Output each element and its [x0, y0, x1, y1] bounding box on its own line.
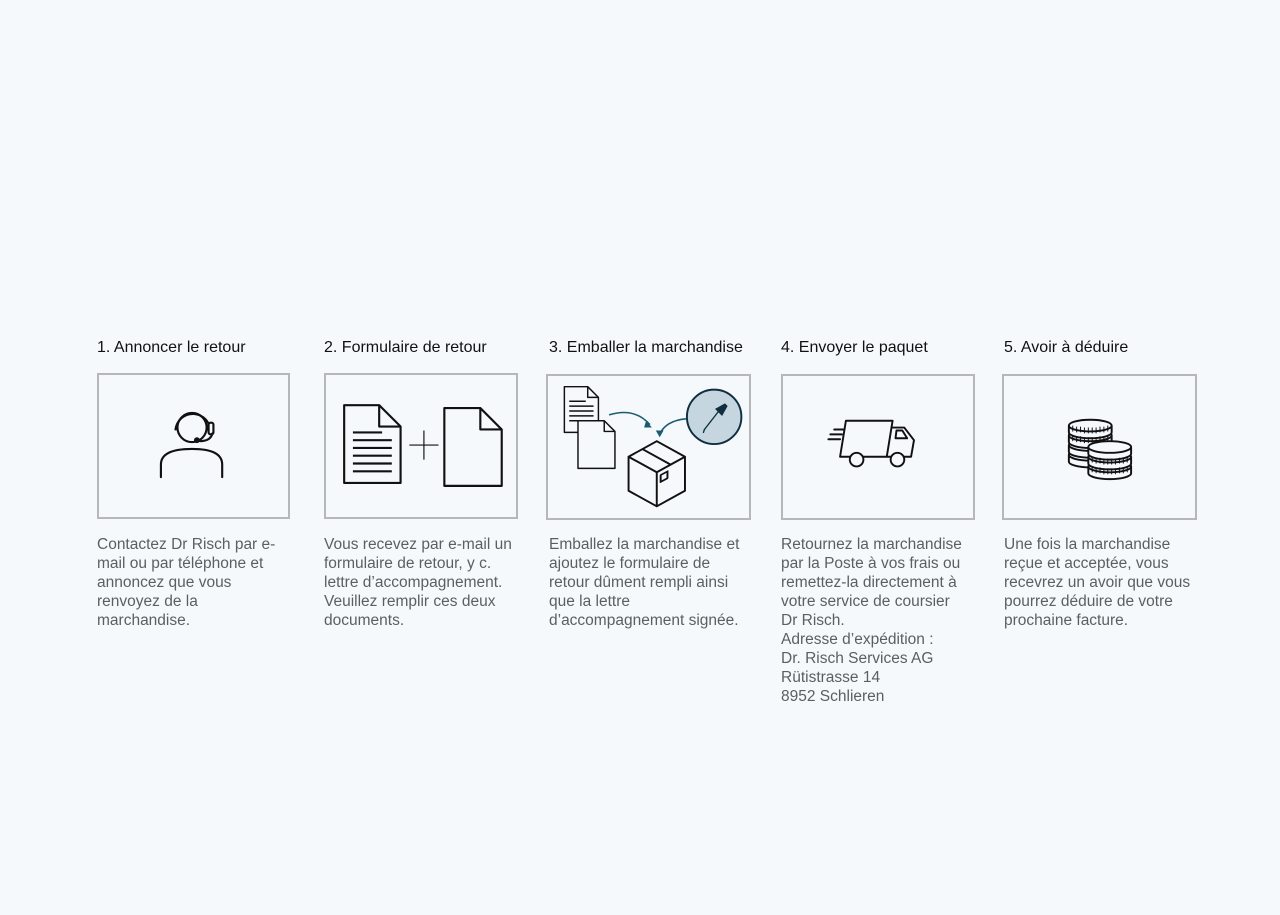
step-icon-box [546, 374, 751, 520]
description-line: Rütistrasse 14 [781, 669, 881, 686]
step-title: 4. Envoyer le paquet [781, 339, 928, 356]
description-line: votre service de coursier [781, 593, 950, 610]
description-line: recevrez un avoir que vous [1004, 574, 1191, 591]
headset-person-icon [99, 375, 288, 517]
description-line: mail ou par téléphone et [97, 555, 264, 572]
description-line: Retournez la marchandise [781, 536, 962, 553]
step-description [781, 535, 971, 706]
description-line: retour dûment rempli ainsi [549, 574, 729, 591]
description-line: Veuillez remplir ces deux [324, 593, 496, 610]
description-line: renvoyez de la [97, 593, 198, 610]
description-line: pourrez déduire de votre [1004, 593, 1173, 610]
coins-icon [1004, 376, 1195, 518]
description-line: Vous recevez par e-mail un [324, 536, 512, 553]
step-title: 1. Annoncer le retour [97, 339, 246, 356]
description-line: d’accompagnement signée. [549, 612, 739, 629]
description-line: marchandise. [97, 612, 191, 629]
step-icon-box [97, 373, 290, 519]
description-line: Dr. Risch Services AG [781, 650, 934, 667]
documents-plus-icon [326, 375, 516, 517]
step-icon-box [1002, 374, 1197, 520]
description-line: 8952 Schlieren [781, 688, 885, 705]
description-line: prochaine facture. [1004, 612, 1129, 629]
pack-box-icon [548, 376, 749, 518]
description-line: Emballez la marchandise et [549, 536, 740, 553]
description-line: ajoutez le formulaire de [549, 555, 711, 572]
description-line: remettez-la directement à [781, 574, 957, 591]
description-line: lettre d’accompagnement. [324, 574, 503, 591]
step-description [549, 535, 739, 630]
step-description [1004, 535, 1194, 630]
description-line: Une fois la marchandise [1004, 536, 1171, 553]
description-line: formulaire de retour, y c. [324, 555, 492, 572]
delivery-truck-icon [783, 376, 973, 518]
description-line: documents. [324, 612, 405, 629]
step-title: 5. Avoir à déduire [1004, 339, 1129, 356]
step-description [97, 535, 287, 630]
description-line: Dr Risch. [781, 612, 845, 629]
description-line: annoncez que vous [97, 574, 232, 591]
step-icon-box [781, 374, 975, 520]
description-line: que la lettre [549, 593, 630, 610]
description-line: par la Poste à vos frais ou [781, 555, 961, 572]
step-title: 3. Emballer la marchandise [549, 339, 743, 356]
step-icon-box [324, 373, 518, 519]
description-line: Contactez Dr Risch par e- [97, 536, 276, 553]
description-line: reçue et acceptée, vous [1004, 555, 1169, 572]
step-title: 2. Formulaire de retour [324, 339, 487, 356]
step-description [324, 535, 514, 630]
description-line: Adresse d’expédition : [781, 631, 934, 648]
